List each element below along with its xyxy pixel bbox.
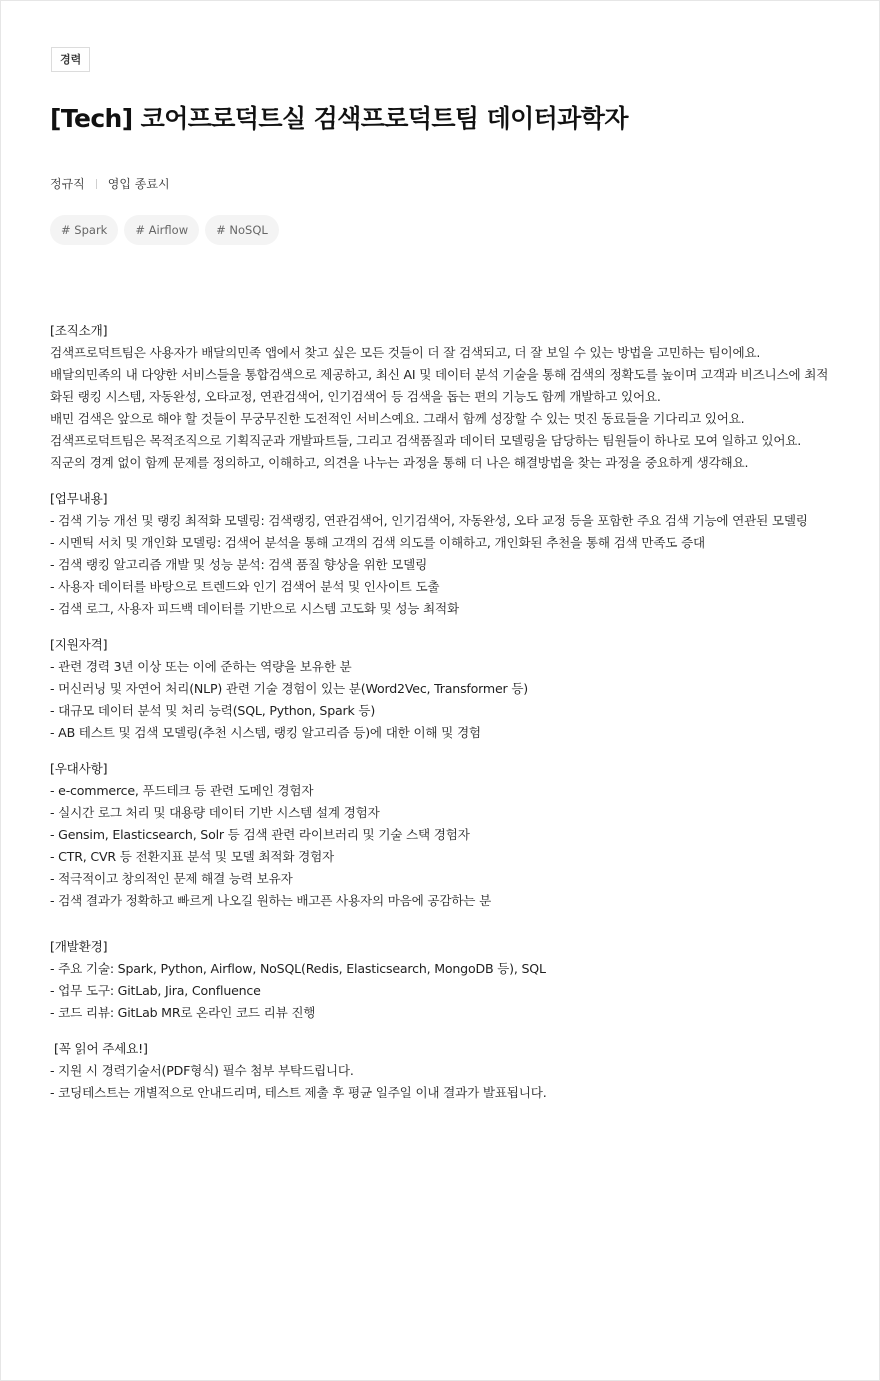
description-line: - 실시간 로그 처리 및 대용량 데이터 기반 시스템 설계 경험자 (50, 805, 380, 820)
description-line: - 주요 기술: Spark, Python, Airflow, NoSQL(Redis, Elasticsearch, MongoDB 등), SQL (50, 961, 546, 976)
description-line: - 검색 결과가 정확하고 빠르게 나오길 원하는 배고픈 사용자의 마음에 공감하는 분 (50, 893, 492, 908)
description-line: - 머신러닝 및 자연어 처리(NLP) 관련 기술 경험이 있는 분(Word2Vec, Transformer 등) (50, 681, 529, 696)
description-line: - 시멘틱 서치 및 개인화 모델링: 검색어 분석을 통해 고객의 검색 의도를 이해하고, 개인화된 추천을 통해 검색 만족도 증대 (50, 535, 705, 550)
description-line: 배민 검색은 앞으로 해야 할 것들이 무궁무진한 도전적인 서비스예요. 그래서 함께 성장할 수 있는 멋진 동료들을 기다리고 있어요. (50, 411, 745, 426)
section-organization (50, 320, 840, 474)
description-line: - e-commerce, 푸드테크 등 관련 도메인 경험자 (50, 783, 314, 798)
section-heading: [업무내용] (50, 491, 108, 506)
description-line: - 대규모 데이터 분석 및 처리 능력(SQL, Python, Spark 등) (50, 703, 376, 718)
section-heading: [지원자격] (50, 637, 108, 652)
section-responsibilities (50, 488, 840, 620)
description-line: - 검색 로그, 사용자 피드백 데이터를 기반으로 시스템 고도화 및 성능 최적화 (50, 601, 459, 616)
section-heading: [꼭 읽어 주세요!] (54, 1041, 148, 1056)
section-qualifications (50, 634, 840, 744)
career-badge: 경력 (51, 47, 90, 72)
tag-nosql[interactable]: # NoSQL (205, 215, 279, 245)
job-meta (50, 175, 170, 193)
section-dev-environment (50, 936, 840, 1024)
section-heading: [조직소개] (50, 323, 108, 338)
description-line: - CTR, CVR 등 전환지표 분석 및 모델 최적화 경험자 (50, 849, 335, 864)
description-line: - Gensim, Elasticsearch, Solr 등 검색 관련 라이브러리 및 기술 스택 경험자 (50, 827, 470, 842)
description-line: - 검색 랭킹 알고리즘 개발 및 성능 분석: 검색 품질 향상을 위한 모델링 (50, 557, 428, 572)
description-line: - 관련 경력 3년 이상 또는 이에 준하는 역량을 보유한 분 (50, 659, 352, 674)
deadline: 영입 종료시 (107, 177, 170, 191)
section-heading: [개발환경] (50, 939, 108, 954)
description-line: - AB 테스트 및 검색 모델링(추천 시스템, 랭킹 알고리즘 등)에 대한 이해 및 경험 (50, 725, 481, 740)
description-line: - 지원 시 경력기술서(PDF형식) 필수 첨부 부탁드립니다. (50, 1063, 354, 1078)
description-line: 검색프로덕트팀은 목적조직으로 기획직군과 개발파트들, 그리고 검색품질과 데이터 모델링을 담당하는 팀원들이 하나로 모여 일하고 있어요. (50, 433, 802, 448)
job-description (50, 320, 840, 1118)
tag-airflow[interactable]: # Airflow (124, 215, 199, 245)
employment-type: 정규직 (50, 177, 85, 191)
section-notice (50, 1038, 840, 1104)
description-line: - 코드 리뷰: GitLab MR로 온라인 코드 리뷰 진행 (50, 1005, 316, 1020)
tag-list (50, 215, 279, 245)
description-line: 검색프로덕트팀은 사용자가 배달의민족 앱에서 찾고 싶은 모든 것들이 더 잘 검색되고, 더 잘 보일 수 있는 방법을 고민하는 팀이에요. (50, 345, 761, 360)
description-line: - 검색 기능 개선 및 랭킹 최적화 모델링: 검색랭킹, 연관검색어, 인기검색어, 자동완성, 오타 교정 등을 포함한 주요 검색 기능에 연관된 모델링 (50, 513, 808, 528)
description-line: 직군의 경계 없이 함께 문제를 정의하고, 이해하고, 의견을 나누는 과정을 통해 더 나은 해결방법을 찾는 과정을 중요하게 생각해요. (50, 455, 749, 470)
meta-divider (96, 179, 97, 189)
description-line: 배달의민족의 내 다양한 서비스들을 통합검색으로 제공하고, 최신 AI 및 데이터 분석 기술을 통해 검색의 정확도를 높이며 고객과 비즈니스에 최적화된 랭킹 시스템, 자동완성, 오타교정, 연관검색어, 인기검색어 등 검색을 돕는 편의 기능도 함께 개발하고 있어요. (50, 367, 829, 404)
description-line: - 업무 도구: GitLab, Jira, Confluence (50, 983, 261, 998)
description-line: - 사용자 데이터를 바탕으로 트렌드와 인기 검색어 분석 및 인사이트 도출 (50, 579, 440, 594)
tag-spark[interactable]: # Spark (50, 215, 118, 245)
description-line: - 적극적이고 창의적인 문제 해결 능력 보유자 (50, 871, 293, 886)
section-heading: [우대사항] (50, 761, 108, 776)
description-line: - 코딩테스트는 개별적으로 안내드리며, 테스트 제출 후 평균 일주일 이내 결과가 발표됩니다. (50, 1085, 547, 1100)
section-preferred (50, 758, 840, 912)
job-title: [Tech] 코어프로덕트실 검색프로덕트팀 데이터과학자 (50, 104, 628, 133)
